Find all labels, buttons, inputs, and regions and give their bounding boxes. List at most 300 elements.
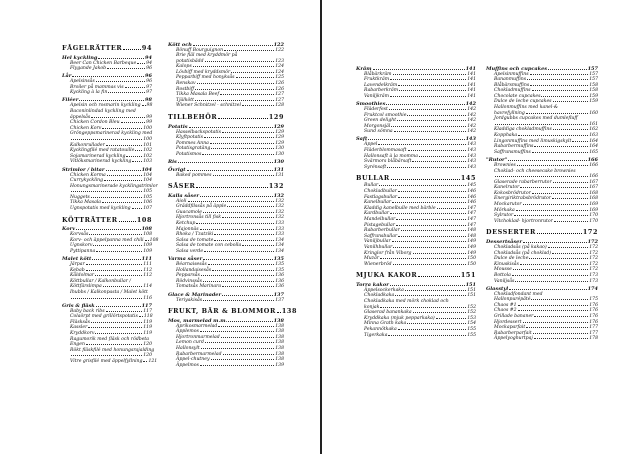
dot-leader [534, 338, 588, 339]
toc-page-number: 149 [467, 239, 476, 245]
dot-leader [214, 240, 274, 241]
toc-page-number: 176 [589, 308, 598, 314]
toc-title: Kyckling à la fin [70, 90, 108, 96]
dot-leader [391, 126, 466, 127]
toc-title: Övrigt [168, 166, 186, 173]
toc-page-number: 142 [467, 129, 476, 135]
toc-title: Chokladmuffins [494, 88, 531, 94]
toc-page-number: 168 [589, 196, 598, 202]
toc-page-number: 178 [589, 336, 598, 342]
toc-page-number: 132 [275, 204, 284, 210]
toc-page-number: 146 [467, 189, 476, 194]
toc-page-number: 166 [589, 162, 598, 168]
dot-leader [534, 146, 588, 147]
toc-page-number: 141 [467, 71, 476, 77]
dot-leader [533, 333, 589, 334]
dot-leader [221, 337, 275, 338]
toc-page-number: 121 [148, 359, 158, 365]
toc-page-number: 151 [467, 293, 476, 299]
toc-page-number: 143 [467, 142, 476, 148]
toc-page-number: 105 [143, 189, 152, 195]
dot-leader [197, 83, 275, 84]
toc-page-number: 168 [589, 190, 598, 196]
toc-title: Chicken Cordon Bleu [70, 120, 120, 126]
dot-leader [228, 321, 272, 322]
dot-leader [211, 148, 274, 149]
toc-page-number: 138 [275, 329, 284, 335]
dot-leader [552, 253, 588, 254]
toc-title: Potatisgratäng [176, 146, 211, 152]
toc-page-number: 108 [136, 215, 152, 224]
toc-page-number: 147 [467, 222, 476, 228]
dot-leader [224, 50, 274, 51]
toc-page-number: 157 [589, 71, 598, 77]
toc-title: Hallonsaft à la momma [364, 153, 418, 159]
toc-column-right-1 [356, 64, 476, 338]
dot-leader [208, 264, 274, 265]
dot-leader [572, 141, 588, 142]
toc-title: Chokladsås (på choklad) [494, 250, 552, 256]
dot-leader [395, 295, 466, 296]
toc-title: Kebab [70, 267, 85, 273]
toc-page-number: 169 [589, 207, 598, 213]
toc-page-number: 155 [467, 332, 476, 338]
dot-leader [102, 202, 142, 203]
dot-leader [529, 258, 588, 259]
toc-title: Vaniljsås [494, 278, 515, 284]
dot-leader [495, 124, 588, 125]
toc-page-number: 143 [467, 153, 476, 159]
dot-leader [523, 242, 587, 243]
toc-page-number: 129 [268, 113, 284, 122]
dot-leader [205, 342, 274, 343]
dot-leader [71, 298, 142, 299]
toc-title: Mos, marmelad m.m. [168, 317, 228, 324]
toc-page-number: 138 [275, 340, 284, 346]
dot-leader [373, 69, 465, 70]
toc-page-number: 96 [145, 73, 152, 80]
toc-title: Hallonpurépâté [494, 297, 531, 303]
toc-page-number: 148 [467, 233, 476, 239]
toc-title: Kladdig kanelbulle med bärble [364, 205, 436, 211]
toc-title: Kassler [70, 325, 88, 331]
toc-title: Kardbullar [364, 211, 390, 217]
dot-leader [220, 94, 274, 95]
toc-page-number: 158 [589, 82, 598, 88]
dot-leader [89, 234, 142, 235]
toc-page-number: 145 [460, 174, 476, 183]
toc-page-number: 166 [587, 156, 598, 163]
toc-title: Colaörpt med grillörtspotatis [70, 314, 138, 320]
toc-page-number: 146 [467, 200, 476, 206]
dot-leader [534, 316, 588, 317]
dot-leader [189, 127, 273, 128]
toc-title: Chokladkaka [364, 293, 395, 299]
toc-page-number: 131 [273, 166, 284, 173]
toc-title: Vitchoklad- hjortronrutor [494, 218, 553, 224]
toc-title: Glasstyl [486, 285, 509, 292]
toc-page-number: 163 [589, 133, 598, 139]
toc-title: Äppelyoghurtpaj [494, 336, 533, 342]
toc-title: Pyttipanna [70, 248, 96, 254]
dot-leader [236, 77, 275, 78]
toc-title: Gris & fläsk [62, 302, 95, 309]
toc-title: Ragumorik med fläsk och rödbeta [70, 336, 150, 342]
toc-title: Teriyakisås [176, 297, 203, 303]
dot-leader [390, 285, 465, 286]
toc-title: Hjordessert [494, 319, 522, 325]
toc-title: Hasselbackspotatis [176, 129, 222, 135]
toc-page-number: 159 [589, 99, 598, 105]
dot-leader [398, 329, 467, 330]
dot-leader [132, 208, 143, 209]
toc-page-number: 172 [589, 261, 598, 267]
dot-leader [412, 161, 466, 162]
toc-page-number: 164 [589, 138, 598, 144]
dot-leader [530, 74, 589, 75]
toc-page-number: 141 [467, 93, 476, 99]
toc-title: Äpplemos [176, 329, 199, 335]
toc-page-number: 142 [467, 112, 476, 118]
toc-page-number: 126 [275, 86, 284, 92]
toc-column-left-1 [62, 40, 159, 365]
toc-title: Baby back ribs [70, 308, 105, 314]
toc-page-number: 143 [465, 136, 476, 143]
toc-page-number: 159 [589, 93, 598, 99]
toc-title: Pepparbiff med honyksås [176, 75, 235, 81]
dot-leader [388, 335, 466, 336]
toc-page-number: 119 [143, 331, 152, 337]
toc-page-number: 122 [275, 47, 284, 53]
toc-title: Fruktkräm [364, 77, 390, 83]
toc-title: Fruktcol smoothie [364, 112, 407, 118]
toc-title: Korv [62, 226, 76, 233]
toc-page-number: 157 [589, 77, 598, 83]
dot-leader [408, 150, 467, 151]
dot-leader [187, 170, 273, 171]
toc-title: Choklad- och cheesecake brownies [494, 168, 576, 174]
toc-title: äppelsås [70, 114, 91, 120]
dot-leader [106, 311, 143, 312]
toc-page-number: 138 [275, 345, 284, 351]
dot-leader [523, 322, 589, 323]
dot-leader [86, 344, 142, 345]
toc-entry [486, 279, 598, 285]
toc-page-number: 111 [143, 262, 152, 268]
dot-leader [527, 79, 588, 80]
dot-leader [71, 355, 142, 356]
dot-leader [390, 79, 466, 80]
toc-title: Kryddkaka (mjuk pepparkaka) [364, 315, 435, 321]
toc-title: Korv- och äppelpanna med chili [70, 237, 144, 243]
toc-title: Tikka Masala Beef [176, 92, 220, 98]
dot-leader [106, 170, 141, 171]
toc-title: Kanelbullar [364, 200, 392, 206]
toc-title: Vitlöksmarinerad kyckling [70, 159, 132, 165]
dot-leader [222, 286, 274, 287]
dot-leader [203, 281, 274, 282]
toc-page-number: 172 [589, 267, 598, 273]
dot-leader [380, 258, 466, 259]
dot-leader [508, 160, 586, 161]
toc-title: "Rutor" [486, 156, 508, 163]
toc-entry [62, 290, 152, 296]
dot-leader [520, 187, 588, 188]
toc-page-number: 97 [146, 84, 152, 90]
toc-page-number: 138 [275, 334, 284, 340]
dot-leader [394, 131, 467, 132]
toc-page-number: 141 [467, 77, 476, 83]
toc-title: Majonnäs [176, 226, 199, 232]
toc-page-number: 170 [589, 218, 598, 224]
dot-leader [210, 143, 274, 144]
toc-title: Salsa de tomate con cebolla [176, 243, 242, 249]
toc-title: Wiener Schnitzel - schnitzel [176, 103, 241, 109]
toc-page-number: 105 [143, 194, 152, 200]
dot-leader [96, 81, 145, 82]
toc-page-number: 100 [143, 137, 152, 143]
toc-page-number: 104 [143, 172, 152, 178]
toc-title: Pistagebullar [364, 222, 395, 228]
toc-page-number: 172 [582, 228, 598, 237]
toc-page-number: 129 [275, 129, 284, 135]
toc-entry [62, 359, 158, 365]
toc-entry [168, 298, 284, 304]
dot-leader [390, 96, 466, 97]
toc-page-number: 143 [467, 164, 476, 170]
toc-title: Sylrutor [494, 213, 514, 219]
toc-title: Hel kyckling [62, 54, 98, 61]
toc-page-number: 120 [143, 342, 152, 348]
toc-page-number: 141 [467, 82, 476, 88]
toc-title: Chaos #2 [494, 308, 517, 314]
toc-title: Malet kött [62, 256, 92, 263]
dot-leader [553, 182, 589, 183]
toc-title: Tomatsås Marinara [176, 284, 222, 290]
toc-page-number: 147 [467, 211, 476, 217]
toc-page-number: 173 [589, 278, 598, 284]
toc-title: Guacamole [176, 209, 202, 215]
dot-leader [139, 316, 143, 317]
dot-leader [242, 105, 274, 106]
toc-column-right-2 [486, 64, 598, 342]
toc-page-number: 94 [146, 60, 152, 66]
toc-page-number: 120 [143, 353, 152, 359]
dot-leader [203, 259, 272, 260]
dot-leader [392, 241, 466, 242]
toc-title: Fläderblommasaft [364, 148, 407, 154]
dot-leader [137, 63, 145, 64]
toc-title: Glace & Marinader [168, 291, 222, 298]
toc-title: Kalops [176, 64, 192, 70]
dot-leader [413, 253, 467, 254]
toc-page-number: 112 [143, 273, 152, 279]
dot-leader [398, 197, 466, 198]
toc-title: Saffransbullar [364, 233, 398, 239]
toc-entry [62, 183, 158, 190]
toc-title: Rabarberkräm [364, 88, 399, 94]
toc-page-number: 132 [275, 198, 284, 204]
toc-title: Lingonmuffins med limuskigskylt [494, 138, 572, 144]
toc-title: Béarnaisesås [176, 262, 207, 268]
toc-title: Potatis [168, 123, 188, 130]
dot-leader [178, 162, 273, 163]
dot-leader [204, 251, 274, 252]
toc-title: Wienerbröd [364, 261, 392, 267]
dot-leader [222, 295, 272, 296]
toc-page-number: 177 [589, 330, 598, 336]
dot-leader [401, 230, 466, 231]
toc-title: Baconinlindad kyckling med [70, 109, 136, 115]
dot-leader [407, 115, 466, 116]
dot-leader [126, 156, 142, 157]
toc-title: Baked pommes [176, 172, 212, 178]
dot-leader [523, 204, 589, 205]
dot-leader [107, 68, 145, 69]
toc-title: Grillade bananer [494, 313, 534, 319]
toc-page-number: 138 [275, 323, 284, 329]
toc-page-number: 100 [143, 125, 152, 131]
toc-title: Klyftpotatis [176, 135, 204, 141]
toc-page-number: 125 [275, 75, 284, 81]
toc-title: Kräm [356, 65, 372, 72]
toc-page-number: 94 [141, 44, 152, 52]
toc-chapter [168, 307, 297, 316]
toc-title: Chokladsås (på kakao) [494, 244, 547, 250]
toc-title: Ketchup [176, 220, 196, 226]
toc-page-number: 102 [143, 153, 152, 159]
toc-entry [168, 103, 284, 109]
toc-title: konjak [364, 304, 380, 310]
dot-leader [387, 167, 466, 168]
toc-title: Vaniljbullar [364, 239, 391, 245]
dot-leader [71, 139, 142, 140]
toc-page-number: 133 [275, 220, 284, 226]
toc-page-number: 96 [146, 66, 152, 72]
dot-leader [495, 176, 588, 177]
toc-page-number: 124 [275, 64, 284, 70]
toc-title: Mandelbullar [364, 216, 396, 222]
toc-page-number: 119 [143, 319, 152, 325]
toc-page-number: 150 [467, 261, 476, 267]
dot-leader [518, 305, 589, 306]
dot-leader [397, 120, 466, 121]
toc-page-number: 142 [467, 118, 476, 124]
toc-title: Strimlor / bitar [62, 166, 105, 173]
dot-leader [242, 245, 274, 246]
toc-title: Kött och [168, 41, 192, 48]
toc-title: Dulce de leche [494, 256, 529, 262]
toc-page-number: 99 [146, 120, 152, 126]
toc-chapter [486, 228, 598, 237]
toc-chapter [62, 216, 152, 225]
toc-title: Rökt fläskfilé med honungsrajalding [70, 347, 155, 353]
toc-title: Energiriktrabsbrödrutor [494, 196, 551, 202]
dot-leader [93, 245, 142, 246]
toc-page-number: 172 [589, 244, 598, 250]
toc-page-number: 130 [273, 159, 284, 165]
dot-leader [398, 236, 466, 237]
toc-title: Kopphaka [494, 133, 518, 139]
dot-leader [379, 185, 466, 186]
dot-leader [231, 72, 274, 73]
toc-title: Dessertsåser [486, 238, 522, 245]
toc-title: FÅGELRÄTTER [62, 44, 123, 52]
toc-title: Tigerkaka [364, 332, 388, 338]
toc-page-number: 123 [275, 58, 284, 64]
toc-title: Vaniljkräm [364, 93, 390, 99]
toc-title: Broiler på mammas vis [70, 84, 124, 90]
toc-page-number: 97 [146, 90, 152, 96]
toc-page-number: 143 [467, 148, 476, 154]
toc-page-number: 106 [143, 200, 152, 206]
dot-leader [102, 128, 142, 129]
toc-title: Kanelrutor [494, 185, 520, 191]
toc-page-number: 104 [143, 178, 152, 184]
toc-title: Rabarbermuffins [494, 144, 534, 150]
dot-leader [518, 310, 589, 311]
toc-title: Pommes Anna [176, 140, 209, 146]
toc-page-number: 114 [143, 284, 152, 290]
dot-leader [200, 331, 274, 332]
toc-page-number: 138 [273, 317, 284, 324]
toc-entry [62, 159, 152, 165]
toc-page-number: 129 [275, 135, 284, 141]
toc-title: Chicken Korma [70, 172, 106, 178]
toc-page-number: 137 [273, 291, 284, 298]
toc-title: Järpar [70, 262, 85, 268]
toc-page-number: 102 [143, 148, 152, 154]
toc-title: Lövbiff med kryddsmör [176, 69, 231, 75]
dot-leader [72, 76, 144, 77]
dot-leader [213, 175, 275, 176]
toc-entry [168, 152, 284, 158]
toc-entry [356, 94, 476, 100]
toc-entry [356, 165, 476, 171]
toc-title: Rabarbermarmelad [176, 351, 222, 357]
dot-leader [96, 251, 142, 252]
toc-title: Rabarberbullar [364, 228, 400, 234]
dot-leader [418, 276, 460, 277]
toc-entry [168, 173, 284, 179]
toc-title: Svärmors blåbärsaft [364, 159, 412, 165]
toc-title: Saft [356, 136, 368, 143]
dot-leader [76, 229, 140, 230]
toc-title: Mockaparfait [494, 325, 526, 331]
dot-leader [91, 117, 145, 118]
toc-page-number: 176 [589, 313, 598, 319]
dot-leader [86, 264, 143, 265]
toc-title: Rostbiff [176, 86, 195, 92]
toc-title: Sund sömna [364, 129, 393, 135]
dot-leader [106, 145, 142, 146]
toc-page-number: 157 [587, 65, 598, 72]
toc-title: Smoothies [356, 100, 386, 107]
toc-page-number: 141 [467, 88, 476, 94]
dot-leader [407, 323, 466, 324]
toc-page-number: 127 [275, 92, 284, 98]
dot-leader [203, 300, 274, 301]
toc-title: BULLAR [356, 174, 390, 183]
toc-page-number: 107 [143, 206, 152, 212]
dot-leader [92, 259, 140, 260]
toc-title: Gröngeppsmarinerad kyckling med [70, 131, 153, 137]
dot-leader [98, 58, 144, 59]
toc-entry [62, 347, 155, 354]
right-page [322, 0, 640, 454]
dot-leader [91, 197, 142, 198]
toc-page-number: 146 [467, 194, 476, 200]
